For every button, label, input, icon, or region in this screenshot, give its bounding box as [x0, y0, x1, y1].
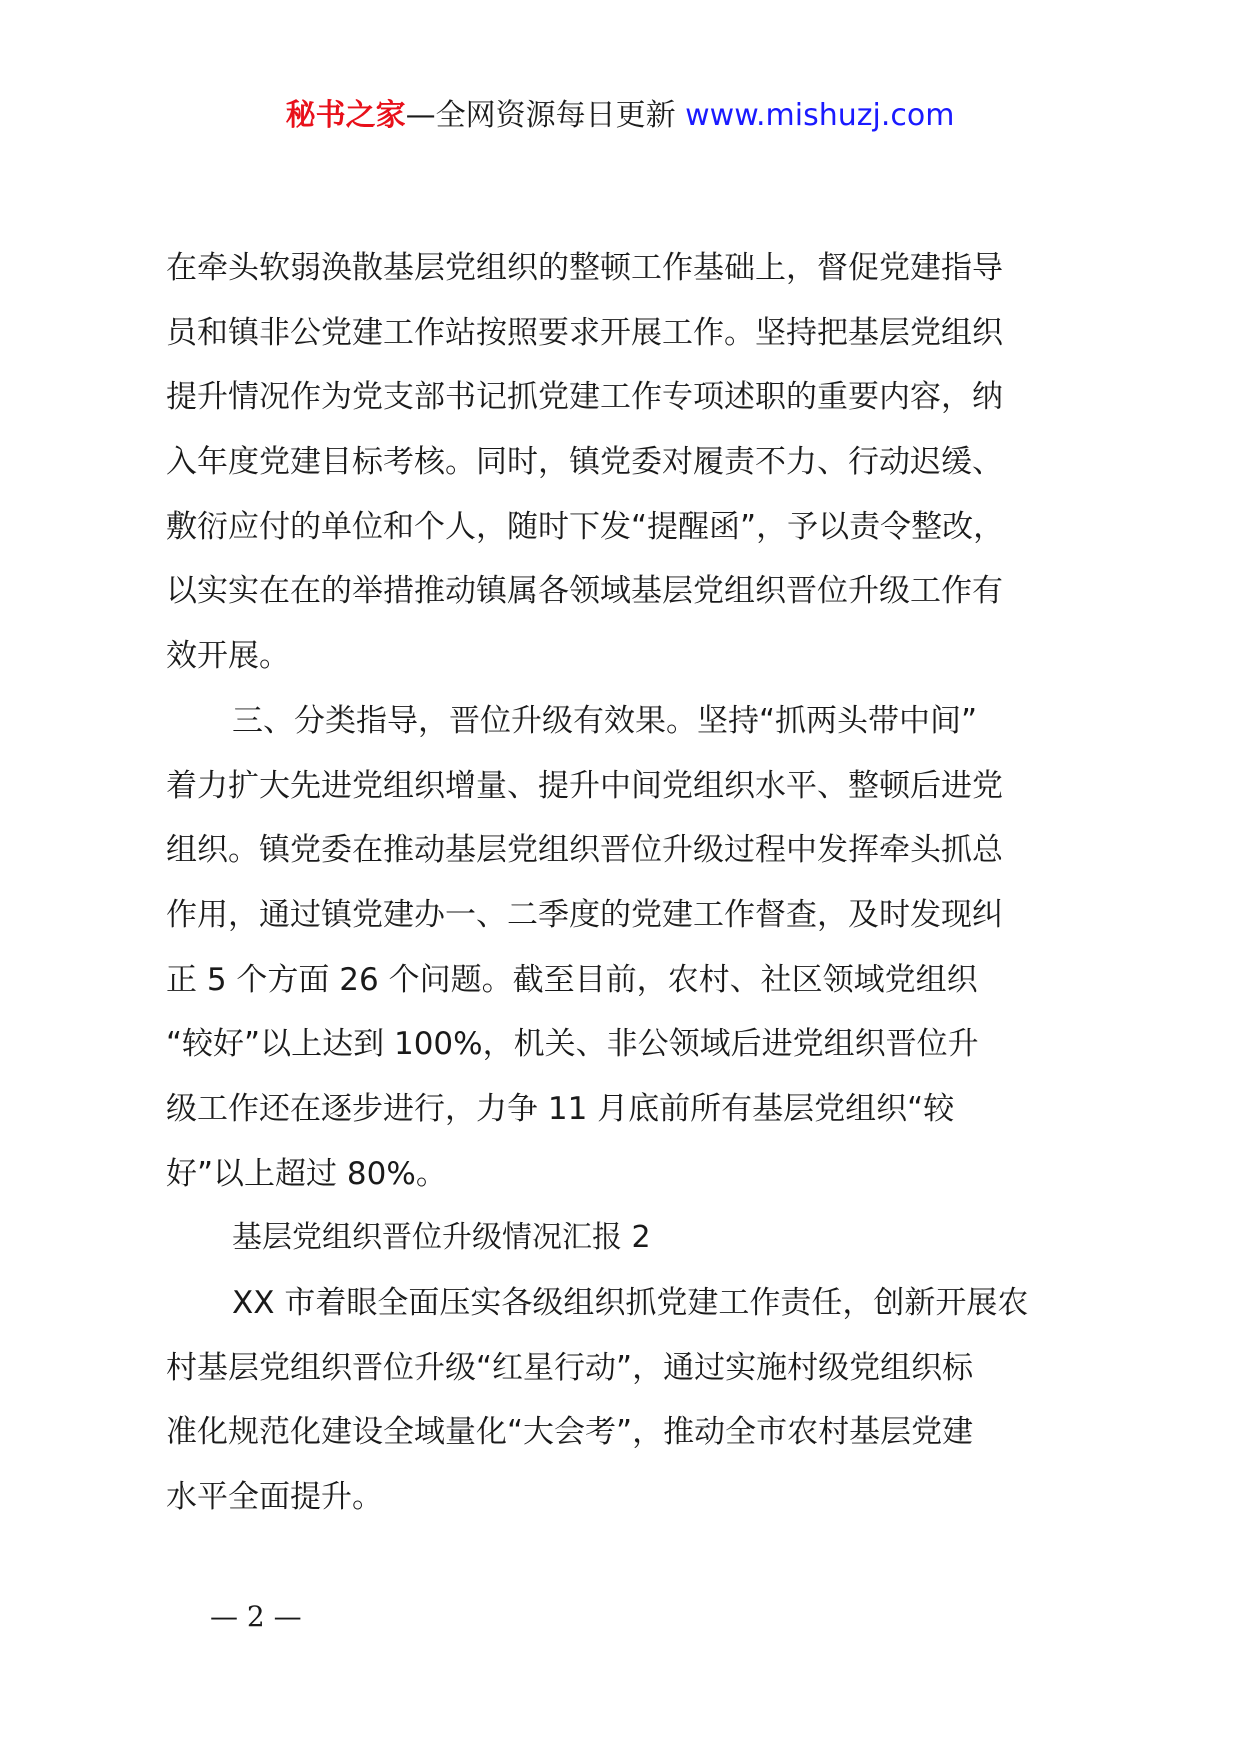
header-tagline: —全网资源每日更新: [405, 98, 686, 133]
body-line-5: 敷衍应付的单位和个人，随时下发“提醒函”，予以责令整改，: [166, 508, 1005, 545]
body-line-19: 准化规范化建设全域量化“大会考”，推动全市农村基层党建: [166, 1414, 974, 1451]
body-line-17: XX 市着眼全面压实各级组织抓党建工作责任，创新开展农: [232, 1285, 1029, 1321]
body-line-4: 入年度党建目标考核。同时，镇党委对履责不力、行动迟缓、: [166, 444, 1003, 481]
body-line-7: 效开展。: [166, 638, 290, 675]
body-line-12: 正 5 个方面 26 个问题。截至目前，农村、社区领域党组织: [166, 961, 978, 998]
brand-name: 秘书之家: [285, 98, 406, 133]
body-line-13: “较好”以上达到 100%，机关、非公领域后进党组织晋位升: [166, 1026, 979, 1063]
body-line-14: 级工作还在逐步进行，力争 11 月底前所有基层党组织“较: [166, 1090, 955, 1127]
section-heading: 基层党组织晋位升级情况汇报 2: [232, 1220, 651, 1256]
body-line-18: 村基层党组织晋位升级“红星行动”，通过实施村级党组织标: [166, 1349, 974, 1386]
body-line-10: 组织。镇党委在推动基层党组织晋位升级过程中发挥牵头抓总: [166, 832, 1003, 869]
body-line-8: 三、分类指导，晋位升级有效果。坚持“抓两头带中间”: [232, 702, 978, 739]
body-line-11: 作用，通过镇党建办一、二季度的党建工作督查，及时发现纠: [166, 896, 1003, 933]
body-line-1: 在牵头软弱涣散基层党组织的整顿工作基础上，督促党建指导: [166, 250, 1003, 286]
body-line-3: 提升情况作为党支部书记抓党建工作专项述职的重要内容，纳: [166, 379, 1003, 416]
body-line-9: 着力扩大先进党组织增量、提升中间党组织水平、整顿后进党: [166, 767, 1003, 804]
document-body: [166, 236, 1126, 1530]
body-line-20: 水平全面提升。: [166, 1479, 383, 1516]
body-line-6: 以实实在在的举措推动镇属各领域基层党组织晋位升级工作有: [166, 573, 1003, 610]
page-number: — 2 —: [210, 1600, 302, 1633]
body-line-2: 员和镇非公党建工作站按照要求开展工作。坚持把基层党组织: [166, 314, 1003, 351]
site-header: [0, 96, 1240, 136]
site-url-link[interactable]: www.mishuzj.com: [685, 98, 955, 133]
body-line-15: 好”以上超过 80%。: [166, 1155, 447, 1192]
